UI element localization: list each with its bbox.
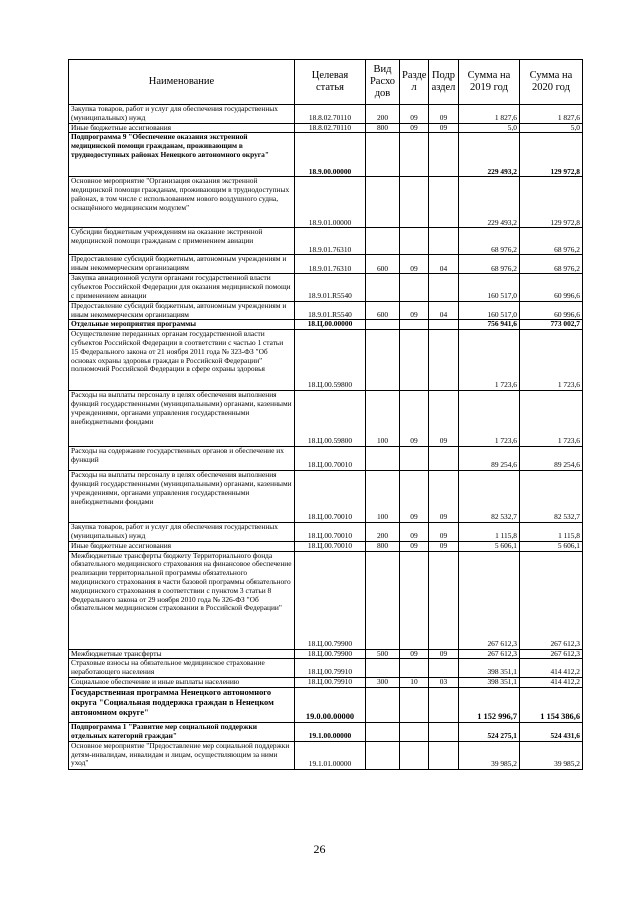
cell-name: Межбюджетные трансферты бюджету Территориального фонда обязательного медицинского страхования на финансовое обеспечение реализации территориальной программы обязательного медицинского страхования в части базовой программы обязательного медицинского страхования в соответствии с пунктом 3 статьи 8 Федерального закона от 29 ноября 2010 года № 326-ФЗ "Об обязательном медицинском страховании в Российской Федерации" bbox=[69, 551, 295, 649]
table-row bbox=[69, 447, 583, 471]
table-row bbox=[69, 301, 583, 320]
cell-target-code: 18.Ц.00.70010 bbox=[295, 447, 366, 471]
cell-razdel bbox=[400, 687, 429, 722]
cell-target-code: 18.Ц.00.79910 bbox=[295, 659, 366, 678]
cell-vid: 200 bbox=[366, 105, 400, 124]
table-row bbox=[69, 471, 583, 523]
cell-name: Расходы на выплаты персоналу в целях обеспечения выполнения функций государственными (муниципальными) органами, казенными учреждениями, органами управления государственными внебюджетными фондами bbox=[69, 391, 295, 447]
header-podrazdel: Подр аздел bbox=[429, 60, 459, 105]
cell-sum-2020: 267 612,3 bbox=[520, 649, 583, 659]
table-row bbox=[69, 741, 583, 769]
cell-sum-2019: 68 976,2 bbox=[459, 255, 520, 274]
cell-sum-2019: 229 493,2 bbox=[459, 177, 520, 228]
cell-sum-2019: 267 612,3 bbox=[459, 551, 520, 649]
cell-vid: 500 bbox=[366, 649, 400, 659]
cell-podrazdel bbox=[429, 274, 459, 301]
cell-name: Предоставление субсидий бюджетным, автономным учреждениям и иным некоммерческим организациям bbox=[69, 301, 295, 320]
table-row bbox=[69, 255, 583, 274]
cell-razdel bbox=[400, 177, 429, 228]
cell-razdel: 09 bbox=[400, 523, 429, 542]
cell-razdel: 09 bbox=[400, 541, 429, 551]
cell-podrazdel bbox=[429, 687, 459, 722]
cell-vid bbox=[366, 687, 400, 722]
cell-razdel: 09 bbox=[400, 105, 429, 124]
cell-sum-2019: 160 517,0 bbox=[459, 301, 520, 320]
cell-podrazdel: 09 bbox=[429, 523, 459, 542]
cell-target-code: 18.Ц.00.70010 bbox=[295, 471, 366, 523]
cell-razdel: 09 bbox=[400, 649, 429, 659]
cell-target-code: 18.8.02.70110 bbox=[295, 123, 366, 133]
cell-razdel bbox=[400, 659, 429, 678]
cell-vid bbox=[366, 447, 400, 471]
cell-podrazdel bbox=[429, 551, 459, 649]
cell-razdel bbox=[400, 447, 429, 471]
cell-podrazdel: 04 bbox=[429, 301, 459, 320]
cell-sum-2020: 68 976,2 bbox=[520, 255, 583, 274]
cell-name: Иные бюджетные ассигнования bbox=[69, 541, 295, 551]
cell-podrazdel bbox=[429, 320, 459, 330]
table-row bbox=[69, 123, 583, 133]
header-sum-2019: Сумма на 2019 год bbox=[459, 60, 520, 105]
cell-sum-2019: 82 532,7 bbox=[459, 471, 520, 523]
cell-podrazdel bbox=[429, 722, 459, 741]
cell-sum-2019: 5,0 bbox=[459, 123, 520, 133]
cell-podrazdel: 09 bbox=[429, 123, 459, 133]
cell-name: Страховые взносы на обязательное медицинское страхование неработающего населения bbox=[69, 659, 295, 678]
cell-name: Государственная программа Ненецкого автономного округа "Социальная поддержка граждан в Ненецком автономном округе" bbox=[69, 687, 295, 722]
cell-sum-2020: 60 996,6 bbox=[520, 274, 583, 301]
cell-podrazdel: 09 bbox=[429, 471, 459, 523]
table-row bbox=[69, 523, 583, 542]
header-vid: Вид Расхо дов bbox=[366, 60, 400, 105]
table-row bbox=[69, 133, 583, 177]
header-name: Наименование bbox=[69, 60, 295, 105]
cell-sum-2020: 524 431,6 bbox=[520, 722, 583, 741]
cell-podrazdel bbox=[429, 741, 459, 769]
cell-target-code: 18.Ц.00.79910 bbox=[295, 677, 366, 687]
cell-sum-2019: 1 723,6 bbox=[459, 330, 520, 391]
cell-podrazdel: 09 bbox=[429, 541, 459, 551]
table-row bbox=[69, 274, 583, 301]
cell-sum-2019: 1 152 996,7 bbox=[459, 687, 520, 722]
table-row bbox=[69, 541, 583, 551]
cell-target-code: 18.Ц.00.79900 bbox=[295, 551, 366, 649]
table-row bbox=[69, 687, 583, 722]
cell-vid: 100 bbox=[366, 471, 400, 523]
cell-vid bbox=[366, 320, 400, 330]
table-row bbox=[69, 391, 583, 447]
cell-name: Закупка товаров, работ и услуг для обеспечения государственных (муниципальных) нужд bbox=[69, 523, 295, 542]
cell-target-code: 18.9.01.R5540 bbox=[295, 274, 366, 301]
cell-podrazdel bbox=[429, 133, 459, 177]
cell-sum-2019: 229 493,2 bbox=[459, 133, 520, 177]
cell-target-code: 18.Ц.00.00000 bbox=[295, 320, 366, 330]
cell-sum-2019: 267 612,3 bbox=[459, 649, 520, 659]
header-razdel: Разде л bbox=[400, 60, 429, 105]
cell-target-code: 18.9.01.R5540 bbox=[295, 301, 366, 320]
cell-vid bbox=[366, 133, 400, 177]
cell-sum-2020: 39 985,2 bbox=[520, 741, 583, 769]
cell-name: Подпрограмма 1 "Развитие мер социальной поддержки отдельных категорий граждан" bbox=[69, 722, 295, 741]
cell-sum-2020: 414 412,2 bbox=[520, 659, 583, 678]
cell-sum-2019: 398 351,1 bbox=[459, 677, 520, 687]
table-row bbox=[69, 177, 583, 228]
cell-target-code: 19.0.00.00000 bbox=[295, 687, 366, 722]
cell-vid: 800 bbox=[366, 123, 400, 133]
cell-podrazdel bbox=[429, 228, 459, 255]
cell-name: Социальное обеспечение и иные выплаты населению bbox=[69, 677, 295, 687]
cell-vid: 100 bbox=[366, 391, 400, 447]
cell-sum-2020: 1 115,8 bbox=[520, 523, 583, 542]
table-body bbox=[69, 105, 583, 770]
cell-sum-2019: 524 275,1 bbox=[459, 722, 520, 741]
cell-name: Закупка авиационной услуги органами государственной власти субъектов Российской Федерации для оказания медицинской помощи с применением авиации bbox=[69, 274, 295, 301]
cell-target-code: 18.Ц.00.70010 bbox=[295, 523, 366, 542]
cell-razdel: 09 bbox=[400, 471, 429, 523]
cell-name: Межбюджетные трансферты bbox=[69, 649, 295, 659]
cell-vid bbox=[366, 741, 400, 769]
cell-razdel bbox=[400, 330, 429, 391]
cell-sum-2020: 1 827,6 bbox=[520, 105, 583, 124]
table-row bbox=[69, 228, 583, 255]
cell-podrazdel: 04 bbox=[429, 255, 459, 274]
cell-sum-2020: 414 412,2 bbox=[520, 677, 583, 687]
cell-target-code: 19.1.00.00000 bbox=[295, 722, 366, 741]
cell-vid bbox=[366, 330, 400, 391]
cell-razdel bbox=[400, 551, 429, 649]
cell-sum-2020: 1 723,6 bbox=[520, 391, 583, 447]
cell-vid: 600 bbox=[366, 301, 400, 320]
table-row bbox=[69, 677, 583, 687]
cell-vid bbox=[366, 274, 400, 301]
cell-name: Подпрограмма 9 "Обеспечение оказания экстренной медицинской помощи гражданам, проживающим в труднодоступных районах Ненецкого автономного округа" bbox=[69, 133, 295, 177]
cell-podrazdel bbox=[429, 659, 459, 678]
cell-razdel: 09 bbox=[400, 123, 429, 133]
cell-name: Расходы на содержание государственных органов и обеспечение их функций bbox=[69, 447, 295, 471]
cell-sum-2020: 773 002,7 bbox=[520, 320, 583, 330]
cell-name: Основное мероприятие "Организация оказания экстренной медицинской помощи гражданам, проживающим в труднодоступных районах, в том числе с использованием нового воздушного судна, оснащённого медицинским модулем" bbox=[69, 177, 295, 228]
table-row bbox=[69, 722, 583, 741]
cell-sum-2019: 160 517,0 bbox=[459, 274, 520, 301]
header-target: Целевая статья bbox=[295, 60, 366, 105]
cell-vid bbox=[366, 551, 400, 649]
table-row bbox=[69, 649, 583, 659]
cell-name: Отдельные мероприятия программы bbox=[69, 320, 295, 330]
cell-podrazdel bbox=[429, 447, 459, 471]
cell-sum-2019: 68 976,2 bbox=[459, 228, 520, 255]
cell-target-code: 18.9.00.00000 bbox=[295, 133, 366, 177]
cell-target-code: 18.Ц.00.59800 bbox=[295, 391, 366, 447]
cell-podrazdel: 09 bbox=[429, 391, 459, 447]
cell-podrazdel: 03 bbox=[429, 677, 459, 687]
cell-vid: 800 bbox=[366, 541, 400, 551]
cell-sum-2019: 1 115,8 bbox=[459, 523, 520, 542]
cell-name: Предоставление субсидий бюджетным, автономным учреждениям и иным некоммерческим организациям bbox=[69, 255, 295, 274]
cell-razdel bbox=[400, 274, 429, 301]
cell-target-code: 18.9.01.76310 bbox=[295, 228, 366, 255]
cell-podrazdel bbox=[429, 177, 459, 228]
cell-vid: 300 bbox=[366, 677, 400, 687]
cell-sum-2020: 5 606,1 bbox=[520, 541, 583, 551]
table-row bbox=[69, 105, 583, 124]
cell-vid bbox=[366, 177, 400, 228]
cell-target-code: 18.Ц.00.59800 bbox=[295, 330, 366, 391]
cell-razdel bbox=[400, 741, 429, 769]
cell-podrazdel: 09 bbox=[429, 649, 459, 659]
cell-podrazdel: 09 bbox=[429, 105, 459, 124]
cell-sum-2020: 82 532,7 bbox=[520, 471, 583, 523]
cell-vid: 600 bbox=[366, 255, 400, 274]
table-row bbox=[69, 320, 583, 330]
budget-table bbox=[68, 59, 583, 770]
cell-sum-2020: 5,0 bbox=[520, 123, 583, 133]
cell-sum-2019: 39 985,2 bbox=[459, 741, 520, 769]
cell-sum-2020: 68 976,2 bbox=[520, 228, 583, 255]
cell-razdel: 10 bbox=[400, 677, 429, 687]
cell-vid: 200 bbox=[366, 523, 400, 542]
cell-razdel: 09 bbox=[400, 301, 429, 320]
cell-target-code: 18.Ц.00.70010 bbox=[295, 541, 366, 551]
cell-name: Расходы на выплаты персоналу в целях обеспечения выполнения функций государственными (муниципальными) органами, казенными учреждениями, органами управления государственными внебюджетными фондами bbox=[69, 471, 295, 523]
cell-vid bbox=[366, 722, 400, 741]
cell-sum-2020: 267 612,3 bbox=[520, 551, 583, 649]
cell-name: Субсидии бюджетным учреждениям на оказание экстренной медицинской помощи гражданам с применением авиации bbox=[69, 228, 295, 255]
cell-podrazdel bbox=[429, 330, 459, 391]
cell-target-code: 19.1.01.00000 bbox=[295, 741, 366, 769]
cell-sum-2020: 129 972,8 bbox=[520, 177, 583, 228]
cell-name: Осуществление переданных органам государственной власти субъектов Российской Федерации в соответствии с частью 1 статьи 15 Федерального закона от 21 ноября 2011 года № 323-ФЗ "Об основах охраны здоровья граждан в Российской Федерации" полномочий Российской Федерации в сфере охраны здоровья bbox=[69, 330, 295, 391]
cell-razdel: 09 bbox=[400, 255, 429, 274]
header-sum-2020: Сумма на 2020 год bbox=[520, 60, 583, 105]
cell-target-code: 18.8.02.70110 bbox=[295, 105, 366, 124]
cell-sum-2019: 398 351,1 bbox=[459, 659, 520, 678]
cell-vid bbox=[366, 228, 400, 255]
cell-sum-2019: 1 723,6 bbox=[459, 391, 520, 447]
cell-sum-2020: 60 996,6 bbox=[520, 301, 583, 320]
cell-sum-2020: 1 723,6 bbox=[520, 330, 583, 391]
cell-razdel bbox=[400, 133, 429, 177]
page-number: 26 bbox=[313, 842, 326, 856]
cell-sum-2019: 756 941,6 bbox=[459, 320, 520, 330]
cell-sum-2020: 1 154 386,6 bbox=[520, 687, 583, 722]
cell-target-code: 18.9.01.76310 bbox=[295, 255, 366, 274]
cell-sum-2019: 89 254,6 bbox=[459, 447, 520, 471]
cell-sum-2019: 5 606,1 bbox=[459, 541, 520, 551]
cell-razdel: 09 bbox=[400, 391, 429, 447]
cell-vid bbox=[366, 659, 400, 678]
table-row bbox=[69, 659, 583, 678]
cell-razdel bbox=[400, 320, 429, 330]
cell-razdel bbox=[400, 228, 429, 255]
cell-razdel bbox=[400, 722, 429, 741]
cell-name: Основное мероприятие "Предоставление мер социальной поддержки детям-инвалидам, инвалидам и лицам, осуществляющим за ними уход" bbox=[69, 741, 295, 769]
cell-sum-2019: 1 827,6 bbox=[459, 105, 520, 124]
cell-sum-2020: 89 254,6 bbox=[520, 447, 583, 471]
cell-sum-2020: 129 972,8 bbox=[520, 133, 583, 177]
table-row bbox=[69, 330, 583, 391]
cell-target-code: 18.Ц.00.79900 bbox=[295, 649, 366, 659]
cell-name: Иные бюджетные ассигнования bbox=[69, 123, 295, 133]
cell-target-code: 18.9.01.00000 bbox=[295, 177, 366, 228]
cell-name: Закупка товаров, работ и услуг для обеспечения государственных (муниципальных) нужд bbox=[69, 105, 295, 124]
table-row bbox=[69, 551, 583, 649]
table-header-row bbox=[69, 60, 583, 105]
